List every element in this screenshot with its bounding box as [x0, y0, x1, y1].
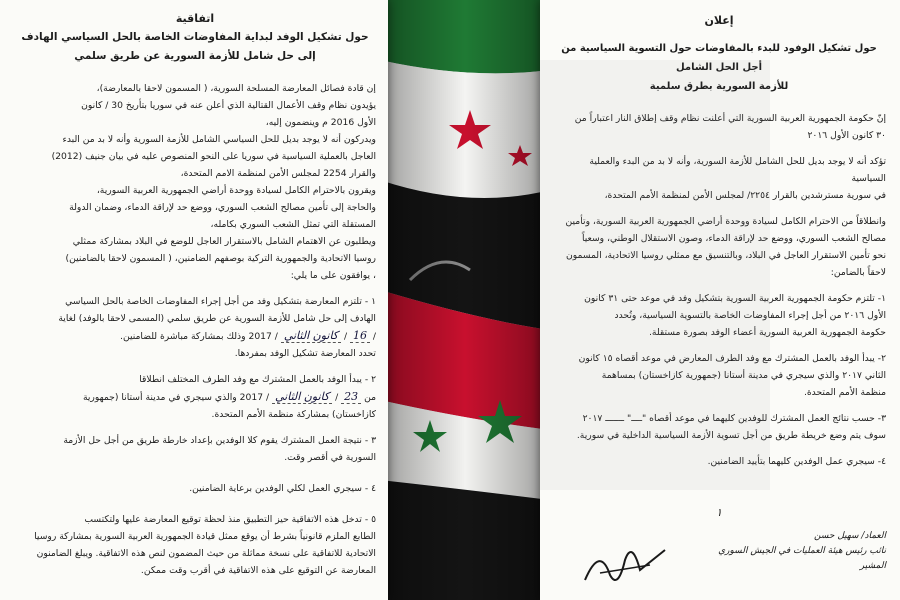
- declaration-heading-line-2: للأزمة السورية بطرق سلمية: [649, 81, 789, 92]
- text-line: تحدد المعارضة تشكيل الوفد بمفردها.: [234, 348, 376, 359]
- text-line: السورية في أقصر وقت.: [284, 452, 376, 463]
- text-line: ١ - تلتزم المعارضة بتشكيل وفد من أجل إجراء المفاوضات الخاصة بالحل السياسي: [65, 296, 376, 307]
- text-line: وانطلاقاً من الاحترام الكامل لسيادة ووحدة أراضي الجمهورية العربية السورية، وتأمين: [565, 216, 886, 227]
- text-line: الثاني ٢٠١٧ والذي سيجري في مدينة أستانا (جمهورية كازاخستان) بمساهمة: [601, 370, 886, 381]
- text-line: ١- تلتزم حكومة الجمهورية العربية السورية بتشكيل وفد في موعد حتى ٣١ كانون: [584, 293, 886, 304]
- date-prefix: /: [372, 331, 376, 342]
- text-line: في سورية مسترشدين بالقرار ٢٢٥٤/ لمجلس الأمن لمنظمة الأمم المتحدة،: [604, 190, 886, 201]
- agreement-title: اتفاقية: [175, 12, 215, 25]
- text-line: سوف يتم وضع خريطة طريق من أجل تسوية الأزمة السياسية الداخلية في سورية.: [576, 430, 886, 441]
- text-line: حكومة الجمهورية العربية السورية أعضاء الوفد بصورة مستقلة.: [649, 327, 886, 338]
- text-line: ٣- حسب نتائج العمل المشترك للوفدين كليهما في موعد أقصاه "ــــ" ـــــــ ٢٠١٧: [582, 413, 886, 424]
- text-line: الأول 2016 م وينضمون إليه،: [265, 117, 376, 128]
- declaration-title: إعلان: [704, 14, 734, 27]
- text-line: العاجل بالعملية السياسية في سوريا على النحو المنصوص عليه في بيان جنيف (2012): [51, 151, 376, 162]
- declaration-clause-2: [552, 350, 886, 401]
- text-line: إن قادة فصائل المعارضة المسلحة السورية، ( المسمون لاحقا بالمعارضة)،: [96, 83, 376, 94]
- agreement-heading-line-1: حول تشكيل الوفد لبداية المفاوضات الخاصة بالحل السياسي الهادف: [21, 31, 369, 43]
- agreement-heading-line-2: إلى حل شامل للأزمة السورية عن طريق سلمي: [74, 50, 316, 62]
- text-line: ، يوافقون على ما يلي:: [290, 270, 376, 281]
- handwritten-day: 23: [341, 390, 361, 404]
- text-line: والقرار 2254 لمجلس الأمن لمنظمة الامم المتحدة،: [180, 168, 376, 179]
- text-line: الطابع الملزم قانونياً بشرط أن يوقع ممثل قيادة الجمهورية العربية السورية بمشاركة روسيا: [34, 531, 376, 542]
- agreement-clause-2: [14, 371, 376, 423]
- text-line: ٥ - تدخل هذه الاتفاقية حيز التطبيق منذ لحظة توقيع المعارضة عليها ولتكتسب: [84, 514, 376, 525]
- date-prefix: من: [364, 392, 376, 403]
- declaration-para-2: [552, 153, 886, 204]
- handwritten-month: كانون الثاني: [281, 329, 341, 343]
- handwritten-month: كانون الثاني: [272, 390, 332, 404]
- text-line: الأول ٢٠١٦ من أجل إجراء المفاوضات الخاصة بالتسوية السياسية، وتُحدد: [614, 310, 886, 321]
- agreement-document: [0, 0, 388, 600]
- declaration-clause-3: [552, 410, 886, 444]
- signature-number: ١: [716, 506, 722, 519]
- text-line: المعارضة عن التوقيع على هذه الاتفاقية في أقرب وقت ممكن.: [140, 565, 376, 576]
- date-tail: / 2017 والذي سيجري في مدينة أستانا (جمهورية: [82, 392, 270, 403]
- declaration-para-3: [552, 213, 886, 281]
- handwritten-signature-icon: [580, 535, 670, 590]
- text-line: مصالح الشعب السوري، ووضع حد لإراقة الدماء، وصون الاستقلال الوطني، وسعياً: [581, 233, 886, 244]
- agreement-clause-3: [14, 432, 376, 466]
- clause-1-date-line: / 16 / كانون الثاني / 2017 وذلك بمشاركة مباشرة للضامنين.: [120, 329, 376, 342]
- agreement-intro: [14, 80, 376, 284]
- text-line: ٢ - يبدأ الوفد بالعمل المشترك مع وفد الطرف المختلف انطلاقا: [139, 374, 376, 385]
- declaration-para-1: [552, 110, 886, 144]
- date-tail: / 2017 وذلك بمشاركة مباشرة للضامنين.: [120, 331, 278, 342]
- clause-2-date-line: من 23 / كانون الثاني / 2017 والذي سيجري في مدينة أستانا (جمهورية: [82, 390, 376, 403]
- text-line: ٣ - نتيجة العمل المشترك يقوم كلا الوفدين بإعداد خارطة طريق من أجل حل الأزمة: [63, 435, 376, 446]
- text-line: ويقرون بالاحترام الكامل لسيادة ووحدة أراضي الجمهورية العربية السورية،: [96, 185, 376, 196]
- declaration-clause-1: [552, 290, 886, 341]
- text-line: الاتحادية للاتفاقية على نسخة مماثلة من حيث المضمون لنص هذه الاتفاقية. ويبلغ الضامنون: [36, 548, 376, 559]
- handwritten-day: 16: [350, 329, 370, 343]
- text-line: كازاخستان) بمشاركة منظمة الأمم المتحدة.: [211, 409, 376, 420]
- signature-line: نائب رئيس هيئة العمليات في الجيش السوري: [718, 546, 886, 556]
- declaration-heading-line-1: حول تشكيل الوفود للبدء بالمفاوضات حول التسوية السياسية من أجل الحل الشامل: [561, 43, 877, 73]
- declaration-clause-4: ٤- سيجري عمل الوفدين كليهما بتأييد الضامنين.: [707, 456, 886, 467]
- declaration-document: [540, 0, 900, 600]
- text-line: روسيا الاتحادية والجمهورية التركية بوصفهم الضامنين، ( المسمون لاحقا بالضامنين): [65, 253, 376, 264]
- text-line: ٢- يبدأ الوفد بالعمل المشترك مع وفد الطرف المعارض في موعد أقصاه ١٥ كانون: [578, 353, 886, 364]
- text-line: تؤكد أنه لا يوجد بديل للحل الشامل للأزمة السورية، وأنه لا بد من البدء والعملية السياسية: [589, 156, 886, 184]
- text-line: ٣٠ كانون الأول ٢٠١٦: [807, 130, 886, 141]
- agreement-clause-1: [14, 293, 376, 362]
- text-line: يؤيدون نظام وقف الأعمال القتالية الذي أعلن عنه في سوريا بتأريخ 30 / كانون: [81, 100, 376, 111]
- text-line: المستقلة التي تمثل الشعب السوري بكامله،: [210, 219, 376, 230]
- agreement-clause-4: ٤ - سيجري العمل لكلي الوفدين برعاية الضامنين.: [189, 483, 376, 494]
- signature-line: المشير: [859, 561, 886, 571]
- text-line: إنّ حكومة الجمهورية العربية السورية التي أعلنت نظام وقف إطلاق النار اعتباراً من: [574, 113, 886, 124]
- agreement-clause-5: [14, 511, 376, 579]
- text-line: لاحقاً بالضامن:: [830, 267, 886, 278]
- text-line: الهادف إلى حل شامل للأزمة السورية عن طريق سلمي (المسمى لاحقا بالوفد) لغاية: [58, 313, 376, 324]
- text-line: والحاجة إلى تأمين مصالح الشعب السوري، ووضع حد لإراقة الدماء، وضمان الدولة: [69, 202, 376, 213]
- text-line: منظمة الأمم المتحدة.: [803, 387, 886, 398]
- text-line: نحو تأمين الاستقرار العاجل في البلاد، وبالتنسيق مع ممثلي روسيا الاتحادية، المسمون: [565, 250, 886, 261]
- text-line: ويطلبون عن الاهتمام الشامل بالاستقرار العاجل للوضع في البلاد بمشاركة ممثلي: [72, 236, 376, 247]
- text-line: ويدركون أنه لا يوجد بديل للحل السياسي الشامل للأزمة السورية وأنه لا بد من البدء: [62, 134, 376, 145]
- signature-line: العماد/ سهيل حسن: [814, 531, 886, 541]
